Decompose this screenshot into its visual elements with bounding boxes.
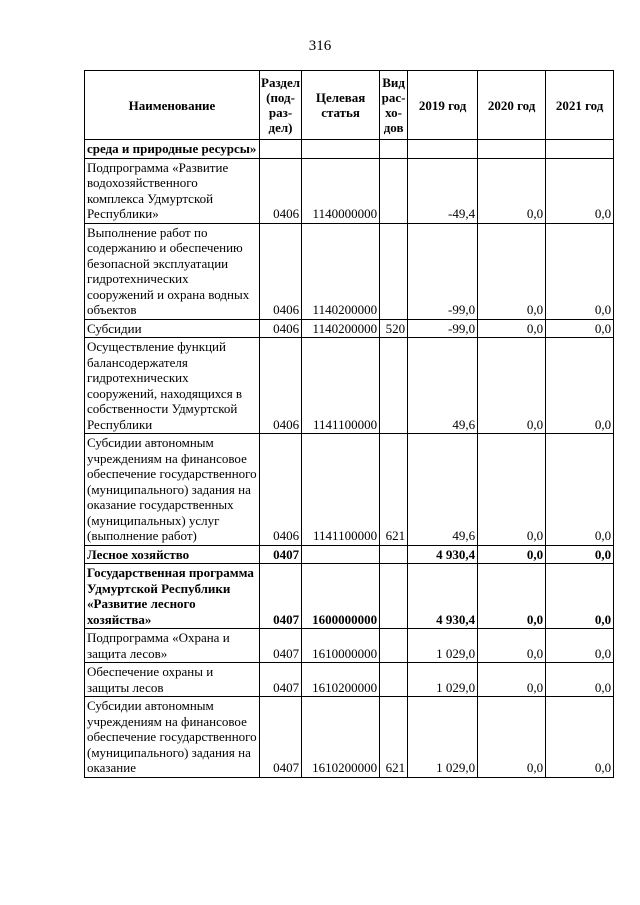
cell-expense-type [380, 545, 408, 564]
table-body [85, 140, 614, 778]
table-row [85, 434, 614, 546]
header-2020: 2020 год [478, 71, 546, 140]
cell-2019: 4 930,4 [408, 545, 478, 564]
table-row [85, 158, 614, 223]
cell-2019: -99,0 [408, 223, 478, 319]
cell-section: 0407 [260, 663, 302, 697]
cell-expense-type [380, 158, 408, 223]
cell-2020: 0,0 [478, 545, 546, 564]
cell-2020: 0,0 [478, 223, 546, 319]
cell-target: 1610000000 [302, 629, 380, 663]
header-section: Раздел (под- раз- дел) [260, 71, 302, 140]
table-row [85, 629, 614, 663]
cell-2021: 0,0 [546, 697, 614, 778]
cell-2020: 0,0 [478, 434, 546, 546]
cell-section: 0407 [260, 697, 302, 778]
cell-2020: 0,0 [478, 663, 546, 697]
cell-expense-type [380, 629, 408, 663]
cell-2021: 0,0 [546, 434, 614, 546]
cell-section: 0407 [260, 629, 302, 663]
cell-2019: -49,4 [408, 158, 478, 223]
table-row [85, 338, 614, 434]
table-header-row [85, 71, 614, 140]
cell-target: 1610200000 [302, 697, 380, 778]
header-name: Наименование [85, 71, 260, 140]
cell-target: 1600000000 [302, 564, 380, 629]
cell-section: 0406 [260, 338, 302, 434]
cell-section: 0407 [260, 545, 302, 564]
cell-2019 [408, 140, 478, 159]
cell-section: 0406 [260, 158, 302, 223]
budget-table [84, 70, 614, 778]
cell-target [302, 140, 380, 159]
cell-2021 [546, 140, 614, 159]
cell-name: среда и природные ресурсы» [85, 140, 260, 159]
cell-target: 1140000000 [302, 158, 380, 223]
cell-2020: 0,0 [478, 338, 546, 434]
cell-name: Субсидии автономным учреждениям на финансовое обеспечение государственного (муниципального) задания на оказание [85, 697, 260, 778]
cell-2019: 49,6 [408, 434, 478, 546]
cell-2020: 0,0 [478, 629, 546, 663]
cell-2021: 0,0 [546, 663, 614, 697]
cell-2020 [478, 140, 546, 159]
table-row [85, 564, 614, 629]
table-row [85, 319, 614, 338]
cell-2019: 49,6 [408, 338, 478, 434]
cell-section: 0406 [260, 223, 302, 319]
page-number: 316 [308, 38, 332, 54]
header-2021: 2021 год [546, 71, 614, 140]
header-2019: 2019 год [408, 71, 478, 140]
cell-2021: 0,0 [546, 158, 614, 223]
cell-name: Субсидии [85, 319, 260, 338]
cell-section: 0406 [260, 319, 302, 338]
cell-section: 0407 [260, 564, 302, 629]
cell-name: Подпрограмма «Развитие водохозяйственного комплекса Удмуртской Республики» [85, 158, 260, 223]
cell-name: Подпрограмма «Охрана и защита лесов» [85, 629, 260, 663]
cell-name: Выполнение работ по содержанию и обеспечению безопасной эксплуатации гидротехнических сооружений и охрана водных объектов [85, 223, 260, 319]
cell-2019: 4 930,4 [408, 564, 478, 629]
cell-expense-type: 621 [380, 434, 408, 546]
cell-section [260, 140, 302, 159]
cell-expense-type: 520 [380, 319, 408, 338]
cell-2021: 0,0 [546, 545, 614, 564]
cell-target: 1140200000 [302, 223, 380, 319]
table-row [85, 223, 614, 319]
cell-2020: 0,0 [478, 697, 546, 778]
cell-target: 1140200000 [302, 319, 380, 338]
cell-2019: 1 029,0 [408, 663, 478, 697]
table-row [85, 663, 614, 697]
cell-name: Обеспечение охраны и защиты лесов [85, 663, 260, 697]
cell-2021: 0,0 [546, 564, 614, 629]
table-row [85, 140, 614, 159]
cell-2020: 0,0 [478, 158, 546, 223]
cell-2019: 1 029,0 [408, 629, 478, 663]
cell-2021: 0,0 [546, 338, 614, 434]
header-expense-type: Вид рас- хо- дов [380, 71, 408, 140]
cell-name: Лесное хозяйство [85, 545, 260, 564]
cell-2019: 1 029,0 [408, 697, 478, 778]
cell-expense-type [380, 140, 408, 159]
cell-expense-type [380, 223, 408, 319]
cell-2020: 0,0 [478, 319, 546, 338]
cell-target: 1610200000 [302, 663, 380, 697]
cell-expense-type [380, 338, 408, 434]
cell-2021: 0,0 [546, 319, 614, 338]
cell-name: Осуществление функций балансодержателя гидротехнических сооружений, находящихся в собственности Удмуртской Республики [85, 338, 260, 434]
cell-section: 0406 [260, 434, 302, 546]
cell-target [302, 545, 380, 564]
header-target: Целевая статья [302, 71, 380, 140]
cell-2021: 0,0 [546, 629, 614, 663]
cell-name: Субсидии автономным учреждениям на финансовое обеспечение государственного (муниципального) задания на оказание государственных (муниципальных) услуг (выполнение работ) [85, 434, 260, 546]
cell-2020: 0,0 [478, 564, 546, 629]
cell-target: 1141100000 [302, 434, 380, 546]
cell-expense-type [380, 564, 408, 629]
table-row [85, 697, 614, 778]
table-row [85, 545, 614, 564]
cell-name: Государственная программа Удмуртской Республики «Развитие лесного хозяйства» [85, 564, 260, 629]
cell-2019: -99,0 [408, 319, 478, 338]
cell-expense-type: 621 [380, 697, 408, 778]
cell-target: 1141100000 [302, 338, 380, 434]
cell-2021: 0,0 [546, 223, 614, 319]
cell-expense-type [380, 663, 408, 697]
